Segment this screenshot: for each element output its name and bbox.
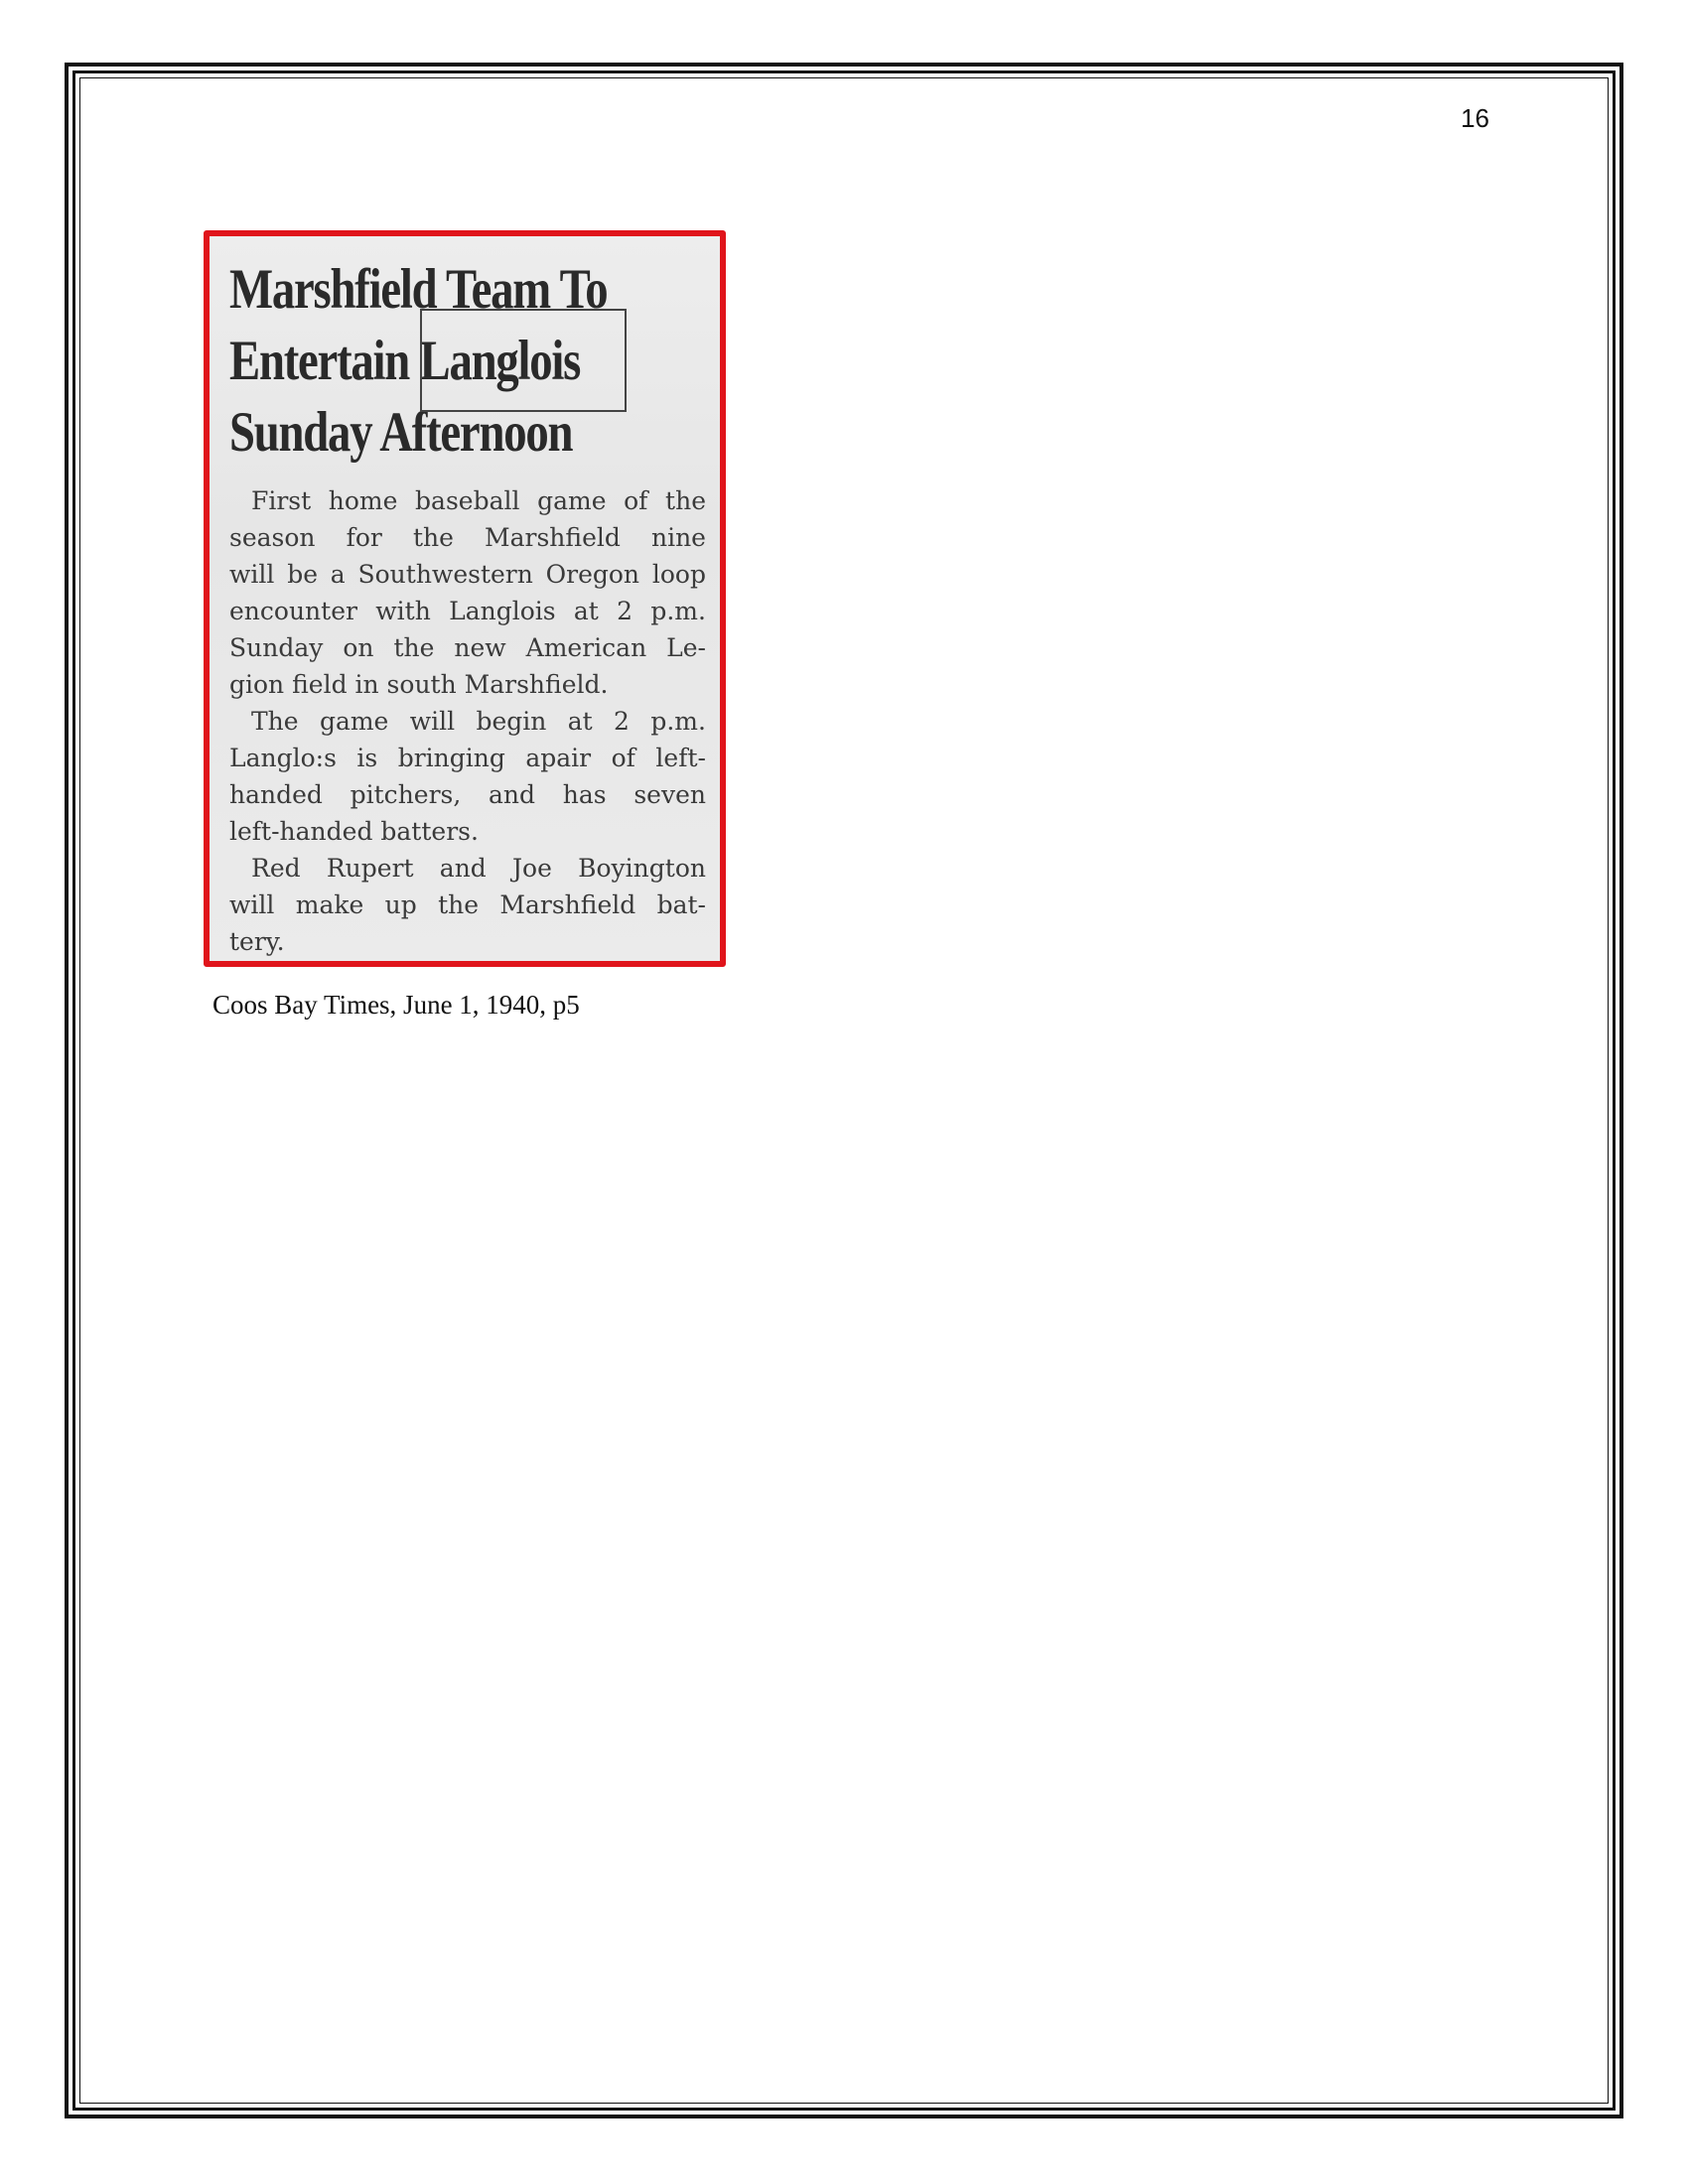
article-line: gion field in south Marshfield. bbox=[229, 670, 609, 699]
article-line: Langlo:s is bringing apair of left- bbox=[229, 744, 706, 772]
article-line: will make up the Marshfield bat- bbox=[229, 890, 706, 919]
article-line: encounter with Langlois at 2 p.m. bbox=[229, 597, 706, 625]
source-caption: Coos Bay Times, June 1, 1940, p5 bbox=[212, 990, 580, 1020]
newspaper-clipping bbox=[204, 230, 726, 967]
page-number: 16 bbox=[1461, 103, 1489, 133]
headline-line-1: Marshfield Team To bbox=[229, 258, 608, 321]
headline-line-3: Sunday Afternoon bbox=[229, 401, 573, 464]
article-line: Red Rupert and Joe Boyington bbox=[251, 854, 706, 883]
article-line: season for the Marshfield nine bbox=[229, 523, 706, 552]
headline-line-2: Entertain Langlois bbox=[229, 330, 581, 392]
clipping-article-body bbox=[229, 482, 706, 960]
article-line: tery. bbox=[229, 927, 285, 956]
article-line: First home baseball game of the bbox=[251, 486, 706, 515]
article-line: handed pitchers, and has seven bbox=[229, 780, 706, 809]
article-line: will be a Southwestern Oregon loop bbox=[229, 560, 706, 589]
article-line: The game will begin at 2 p.m. bbox=[251, 707, 706, 736]
article-line: left-handed batters. bbox=[229, 817, 479, 846]
article-line: Sunday on the new American Le- bbox=[229, 633, 706, 662]
highlight-box-langlois bbox=[420, 309, 627, 412]
